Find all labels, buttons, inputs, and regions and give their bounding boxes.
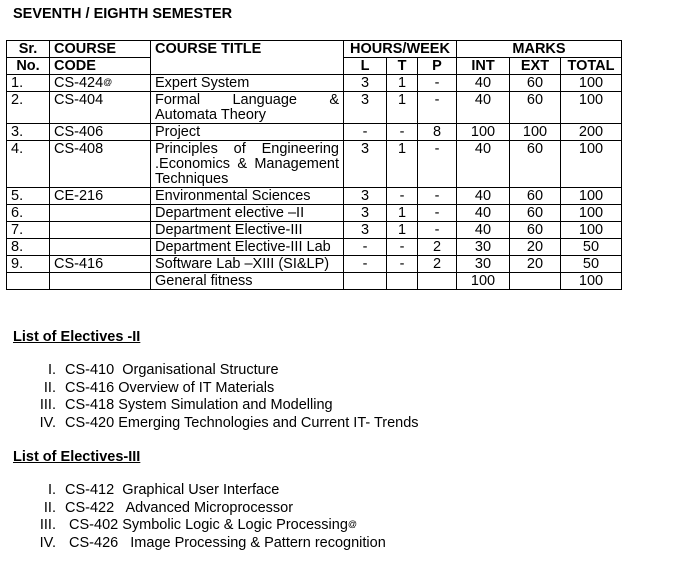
cell-ext: 60	[510, 205, 561, 222]
cell-code	[50, 141, 151, 188]
table-row	[7, 75, 622, 92]
list-item	[0, 535, 386, 553]
cell-t: -	[387, 239, 418, 256]
cell-title: Environmental Sciences	[151, 188, 344, 205]
cell-int: 40	[457, 188, 510, 205]
cell-sr	[7, 273, 50, 290]
cell-t: -	[387, 124, 418, 141]
cell-t: -	[387, 256, 418, 273]
cell-sr: 4.	[7, 141, 50, 188]
cell-sr: 3.	[7, 124, 50, 141]
cell-title: Software Lab –XIII (SI&LP)	[151, 256, 344, 273]
cell-p: -	[418, 188, 457, 205]
list-item-text: CS-420 Emerging Technologies and Current IT- Trends	[65, 414, 419, 431]
table-header-row	[7, 41, 622, 58]
table-row	[7, 222, 622, 239]
header-l: L	[344, 58, 387, 75]
cell-code	[50, 75, 151, 92]
cell-code	[50, 239, 151, 256]
table-row	[7, 273, 622, 290]
list-item-text: CS-412 Graphical User Interface	[65, 482, 280, 498]
cell-int: 40	[457, 141, 510, 188]
list-item	[0, 362, 419, 380]
cell-p: -	[418, 75, 457, 92]
electives-ii-list	[0, 362, 419, 432]
cell-ext: 20	[510, 239, 561, 256]
cell-l: 3	[344, 205, 387, 222]
cell-sr: 1.	[7, 75, 50, 92]
cell-ext: 60	[510, 141, 561, 188]
cell-title: General fitness	[151, 273, 344, 290]
cell-t: 1	[387, 141, 418, 188]
cell-t: 1	[387, 75, 418, 92]
cell-int: 30	[457, 239, 510, 256]
cell-title: Project	[151, 124, 344, 141]
cell-total: 100	[561, 205, 622, 222]
cell-code	[50, 188, 151, 205]
cell-int: 40	[457, 205, 510, 222]
cell-total: 100	[561, 75, 622, 92]
cell-int: 100	[457, 273, 510, 290]
course-code: CS-404	[54, 92, 104, 108]
header-t: T	[387, 58, 418, 75]
table-row	[7, 239, 622, 256]
cell-code	[50, 222, 151, 239]
list-item-text: CS-416 Overview of IT Materials	[65, 379, 275, 396]
cell-sr: 6.	[7, 205, 50, 222]
cell-int: 40	[457, 75, 510, 92]
cell-l: -	[344, 239, 387, 256]
cell-ext: 60	[510, 75, 561, 92]
cell-title: Department Elective-III Lab	[151, 239, 344, 256]
list-item	[0, 415, 419, 433]
cell-l	[344, 273, 387, 290]
cell-p: 2	[418, 256, 457, 273]
code-superscript: @	[103, 77, 113, 87]
cell-title: Department elective –II	[151, 205, 344, 222]
cell-t: 1	[387, 92, 418, 124]
header-ext: EXT	[510, 58, 561, 75]
list-item	[0, 500, 386, 518]
cell-l: -	[344, 124, 387, 141]
cell-t	[387, 273, 418, 290]
course-code: CS-408	[54, 141, 104, 157]
list-item	[0, 517, 386, 535]
cell-sr: 2.	[7, 92, 50, 124]
list-item	[0, 380, 419, 398]
header-sr: Sr.	[7, 41, 50, 58]
cell-l: 3	[344, 92, 387, 124]
cell-t: -	[387, 188, 418, 205]
cell-ext: 100	[510, 124, 561, 141]
table-row	[7, 92, 622, 124]
list-item-number: II.	[43, 499, 56, 516]
header-int: INT	[457, 58, 510, 75]
header-total: TOTAL	[561, 58, 622, 75]
header-hours-week: HOURS/WEEK	[344, 41, 457, 58]
cell-p	[418, 273, 457, 290]
list-item-text: CS-422 Advanced Microprocessor	[65, 499, 294, 516]
cell-total: 100	[561, 141, 622, 188]
cell-code	[50, 92, 151, 124]
cell-p: -	[418, 141, 457, 188]
header-no: No.	[7, 58, 50, 75]
cell-p: 8	[418, 124, 457, 141]
cell-sr: 7.	[7, 222, 50, 239]
cell-code	[50, 124, 151, 141]
table-row	[7, 188, 622, 205]
electives-iii-list	[0, 482, 386, 552]
course-code: CS-416	[54, 256, 104, 272]
cell-sr: 9.	[7, 256, 50, 273]
cell-l: 3	[344, 141, 387, 188]
cell-code	[50, 273, 151, 290]
course-schedule-table	[6, 40, 622, 290]
table-row	[7, 124, 622, 141]
cell-t: 1	[387, 205, 418, 222]
list-item-text: CS-418 System Simulation and Modelling	[65, 397, 333, 413]
cell-l: 3	[344, 75, 387, 92]
cell-total: 100	[561, 222, 622, 239]
cell-total: 100	[561, 92, 622, 124]
cell-total: 100	[561, 188, 622, 205]
cell-int: 100	[457, 124, 510, 141]
cell-code	[50, 205, 151, 222]
cell-total: 50	[561, 256, 622, 273]
cell-total: 200	[561, 124, 622, 141]
cell-int: 30	[457, 256, 510, 273]
list-item-number: I.	[47, 362, 56, 378]
list-item-number: IV.	[39, 414, 56, 431]
course-code: CS-406	[54, 124, 104, 140]
cell-title: Principles of Engineering .Economics & Management Techniques	[151, 141, 344, 188]
list-item	[0, 397, 419, 415]
cell-p: -	[418, 222, 457, 239]
cell-title: Department Elective-III	[151, 222, 344, 239]
cell-p: -	[418, 92, 457, 124]
table-row	[7, 141, 622, 188]
course-code: CS-424	[54, 75, 104, 91]
cell-l: 3	[344, 222, 387, 239]
cell-ext: 60	[510, 188, 561, 205]
page-title: SEVENTH / EIGHTH SEMESTER	[13, 6, 233, 22]
cell-p: -	[418, 205, 457, 222]
list-item-text: CS-402 Symbolic Logic & Logic Processing	[65, 517, 348, 533]
header-p: P	[418, 58, 457, 75]
table-row	[7, 256, 622, 273]
cell-code	[50, 256, 151, 273]
cell-int: 40	[457, 92, 510, 124]
header-code: CODE	[50, 58, 151, 75]
list-item-number: III.	[39, 517, 56, 533]
cell-ext: 20	[510, 256, 561, 273]
cell-title: Expert System	[151, 75, 344, 92]
header-marks: MARKS	[457, 41, 622, 58]
list-item	[0, 482, 386, 500]
cell-l: 3	[344, 188, 387, 205]
list-item-superscript: @	[347, 519, 358, 529]
table-row	[7, 205, 622, 222]
cell-sr: 5.	[7, 188, 50, 205]
cell-ext: 60	[510, 92, 561, 124]
electives-iii-heading: List of Electives-III	[13, 449, 141, 465]
list-item-text: CS-426 Image Processing & Pattern recognition	[65, 534, 386, 551]
list-item-text: CS-410 Organisational Structure	[65, 362, 279, 378]
cell-l: -	[344, 256, 387, 273]
list-item-number: I.	[47, 482, 56, 498]
list-item-number: III.	[39, 397, 56, 413]
electives-ii-heading: List of Electives -II	[13, 329, 141, 345]
header-course: COURSE	[50, 41, 151, 58]
cell-sr: 8.	[7, 239, 50, 256]
cell-ext: 60	[510, 222, 561, 239]
cell-ext	[510, 273, 561, 290]
header-course-title: COURSE TITLE	[151, 41, 344, 75]
cell-total: 100	[561, 273, 622, 290]
course-code: CE-216	[54, 188, 104, 204]
cell-title: Formal Language & Automata Theory	[151, 92, 344, 124]
cell-total: 50	[561, 239, 622, 256]
cell-t: 1	[387, 222, 418, 239]
list-item-number: IV.	[39, 534, 56, 551]
cell-p: 2	[418, 239, 457, 256]
list-item-number: II.	[43, 379, 56, 396]
cell-int: 40	[457, 222, 510, 239]
